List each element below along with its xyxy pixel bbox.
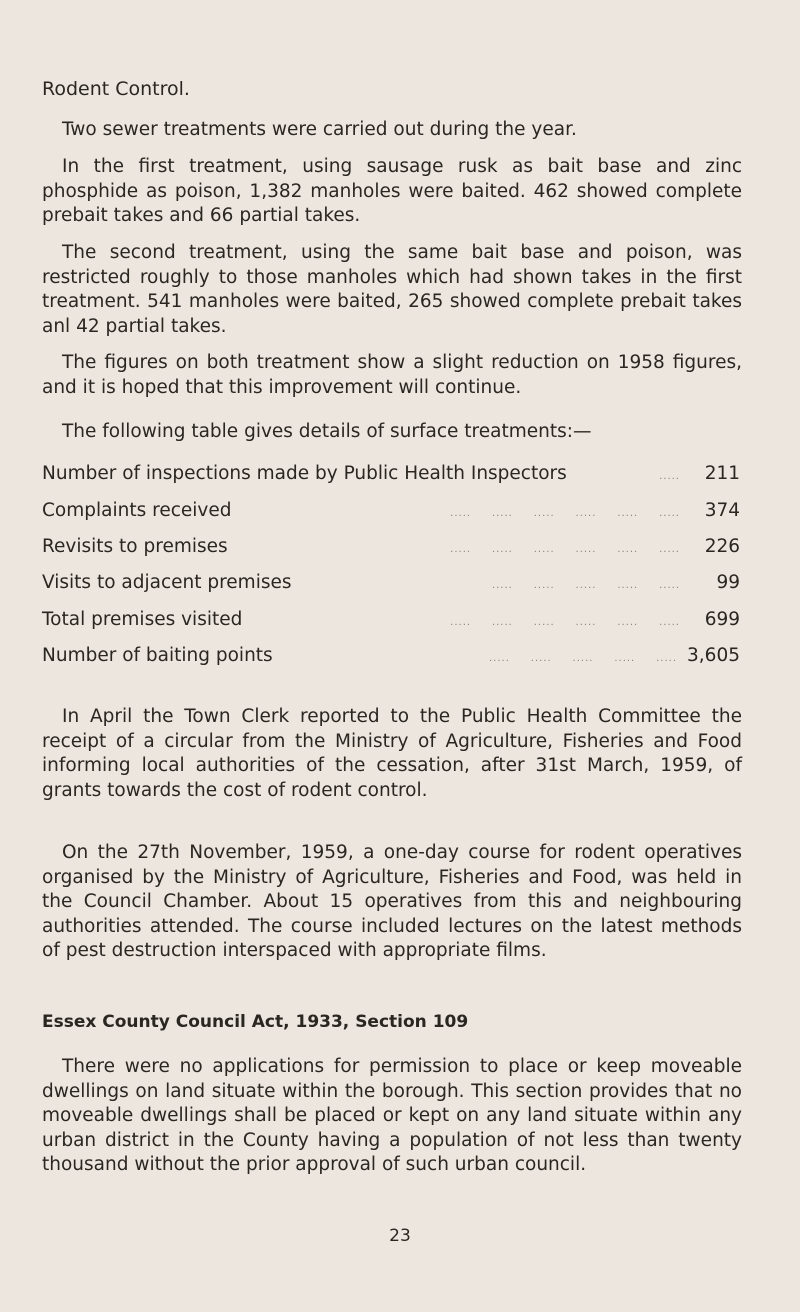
row-label: Visits to adjacent premises: [42, 572, 292, 593]
table-row: [42, 645, 740, 666]
page-number: 23: [389, 1226, 411, 1246]
paragraph-5: The following table gives details of surface treatments:—: [62, 421, 592, 442]
table-row: [42, 572, 740, 593]
row-value: 374: [704, 500, 740, 521]
essex-paragraph: There were no applications for permission to place or keep moveable dwellings on land situate within the borough. This section provides that no moveable dwellings shall be placed or kept on any land situate within any urban district in the County having a population of not less than twenty thousand without the prior approval of such urban council.: [42, 1056, 742, 1176]
table-row: [42, 463, 740, 484]
row-value: 99: [716, 572, 740, 593]
leader-dots: ..... ..... ..... ..... ..... .....: [450, 508, 680, 519]
row-label: Number of baiting points: [42, 645, 273, 666]
leader-dots: .....: [659, 471, 680, 482]
paragraph-6: In April the Town Clerk reported to the Public Health Committee the receipt of a circular from the Ministry of Agriculture, Fisheries and Food informing local authorities of the cessation, after 31st March, 1959, of grants towards the cost of rodent control.: [42, 706, 742, 801]
row-value: 226: [704, 536, 740, 557]
row-label: Number of inspections made by Public Health Inspectors: [42, 463, 567, 484]
row-label: Revisits to premises: [42, 536, 228, 557]
leader-dots: ..... ..... ..... ..... .....: [491, 580, 680, 591]
row-value: 3,605: [687, 645, 740, 666]
leader-dots: ..... ..... ..... ..... ..... .....: [450, 617, 680, 628]
row-value: 699: [704, 609, 740, 630]
paragraph-7: On the 27th November, 1959, a one-day course for rodent operatives organised by the Ministry of Agriculture, Fisheries and Food, was held in the Council Chamber. About 15 operatives from this and neighbouring authorities attended. The course included lectures on the latest methods of pest destruction interspaced with appropriate films.: [42, 842, 742, 962]
table-row: [42, 609, 740, 630]
leader-dots: ..... ..... ..... ..... ..... .....: [450, 544, 680, 555]
paragraph-3: The second treatment, using the same bait base and poison, was restricted roughly to those manholes which had shown takes in the first treatment. 541 manholes were baited, 265 showed complete prebait takes anl 42 partial takes.: [42, 242, 742, 337]
table-row: [42, 500, 740, 521]
paragraph-2: In the first treatment, using sausage rusk as bait base and zinc phosphide as poison, 1,382 manholes were baited. 462 showed complete prebait takes and 66 partial takes.: [42, 156, 742, 227]
row-label: Total premises visited: [42, 609, 243, 630]
paragraph-1: Two sewer treatments were carried out during the year.: [62, 119, 577, 140]
table-row: [42, 536, 740, 557]
paragraph-4: The figures on both treatment show a slight reduction on 1958 figures, and it is hoped that this improvement will continue.: [42, 352, 742, 398]
row-label: Complaints received: [42, 500, 232, 521]
essex-heading: Essex County Council Act, 1933, Section 109: [42, 1012, 469, 1032]
leader-dots: ..... ..... ..... ..... .....: [488, 653, 678, 664]
section-title: Rodent Control.: [42, 78, 190, 100]
row-value: 211: [704, 463, 740, 484]
